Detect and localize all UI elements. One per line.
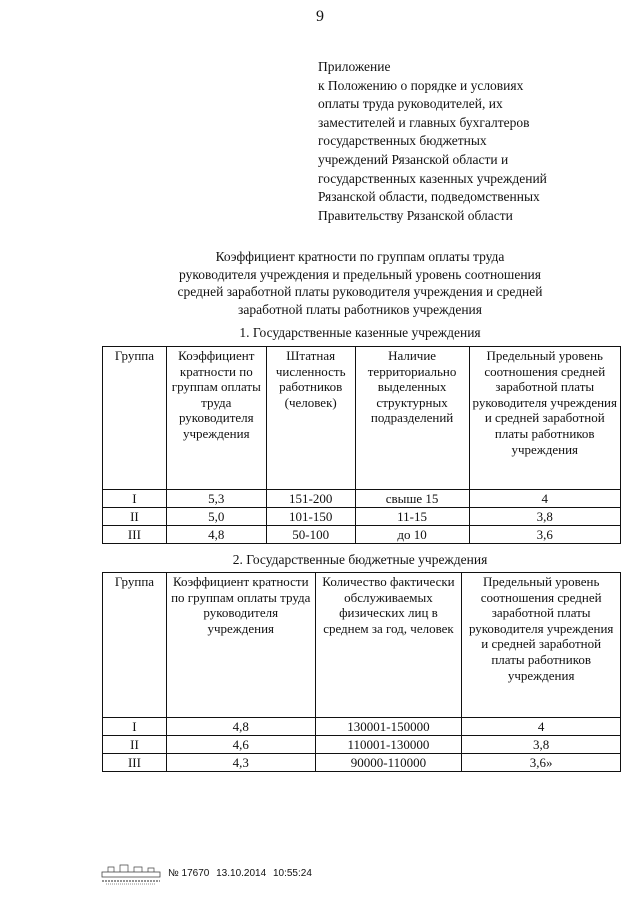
table-row bbox=[103, 508, 621, 526]
header-group: Группа bbox=[103, 347, 167, 490]
cell-group: I bbox=[103, 718, 167, 736]
appendix-line: Рязанской области, подведомственных bbox=[318, 189, 540, 205]
registration-footer bbox=[100, 860, 316, 886]
cell-group: III bbox=[103, 526, 167, 544]
cell-salary-ratio: 4 bbox=[462, 718, 621, 736]
header-subdivisions: Наличие территориально выделенных структурных подразделений bbox=[355, 347, 469, 490]
registration-number: № 17670 bbox=[168, 867, 210, 879]
cell-coefficient: 5,0 bbox=[166, 508, 266, 526]
cell-salary-ratio: 4 bbox=[469, 490, 621, 508]
appendix-line: государственных бюджетных bbox=[318, 133, 487, 149]
title-line: средней заработной платы руководителя учреждения и средней bbox=[177, 284, 543, 300]
cell-coefficient: 4,6 bbox=[166, 736, 315, 754]
cell-persons-served: 110001-130000 bbox=[315, 736, 462, 754]
appendix-line: государственных казенных учреждений bbox=[318, 170, 547, 186]
cell-coefficient: 5,3 bbox=[166, 490, 266, 508]
appendix-header bbox=[318, 58, 618, 225]
appendix-line: Приложение bbox=[318, 59, 391, 74]
cell-staff-count: 101-150 bbox=[266, 508, 355, 526]
table-row bbox=[103, 490, 621, 508]
cell-coefficient: 4,8 bbox=[166, 526, 266, 544]
header-coefficient: Коэффициент кратности по группам оплаты труда руководителя учреждения bbox=[166, 573, 315, 718]
title-line: руководителя учреждения и предельный уровень соотношения bbox=[179, 266, 541, 282]
header-coefficient: Коэффициент кратности по группам оплаты труда руководителя учреждения bbox=[166, 347, 266, 490]
cell-subdivisions: до 10 bbox=[355, 526, 469, 544]
section1-heading: 1. Государственные казенные учреждения bbox=[239, 325, 481, 340]
document-title bbox=[0, 248, 640, 318]
cell-persons-served: 90000-110000 bbox=[315, 754, 462, 772]
appendix-line: учреждений Рязанской области и bbox=[318, 151, 509, 167]
registration-date: 13.10.2014 bbox=[216, 867, 267, 879]
section2-heading: 2. Государственные бюджетные учреждения bbox=[232, 552, 488, 567]
appendix-line: заместителей и главных бухгалтеров bbox=[318, 114, 530, 130]
cell-group: I bbox=[103, 490, 167, 508]
table-header-row bbox=[103, 347, 621, 490]
cell-salary-ratio: 3,6» bbox=[462, 754, 621, 772]
registration-time: 10:55:24 bbox=[272, 867, 312, 879]
cell-subdivisions: 11-15 bbox=[355, 508, 469, 526]
header-persons-served: Количество фактически обслуживаемых физических лиц в среднем за год, человек bbox=[315, 573, 462, 718]
title-line: заработной платы работников учреждения bbox=[238, 301, 482, 317]
cell-staff-count: 151-200 bbox=[266, 490, 355, 508]
cell-group: II bbox=[103, 736, 167, 754]
cell-salary-ratio: 3,8 bbox=[469, 508, 621, 526]
table-row bbox=[103, 718, 621, 736]
registration-info bbox=[168, 868, 316, 879]
header-group: Группа bbox=[103, 573, 167, 718]
kazennye-table bbox=[102, 346, 621, 544]
cell-coefficient: 4,3 bbox=[166, 754, 315, 772]
appendix-line: Правительству Рязанской области bbox=[318, 207, 513, 223]
appendix-line: оплаты труда руководителей, их bbox=[318, 96, 503, 112]
table-header-row bbox=[103, 573, 621, 718]
header-salary-ratio: Предельный уровень соотношения средней заработной платы руководителя учреждения и средней заработной платы работников учреждения bbox=[462, 573, 621, 718]
table-row bbox=[103, 736, 621, 754]
cell-salary-ratio: 3,6 bbox=[469, 526, 621, 544]
registry-stamp-icon bbox=[100, 860, 162, 886]
byudzhetnye-table bbox=[102, 572, 621, 772]
header-staff-count: Штатная численность работников (человек) bbox=[266, 347, 355, 490]
cell-persons-served: 130001-150000 bbox=[315, 718, 462, 736]
cell-coefficient: 4,8 bbox=[166, 718, 315, 736]
header-salary-ratio: Предельный уровень соотношения средней заработной платы руководителя учреждения и средней заработной платы работников учреждения bbox=[469, 347, 621, 490]
cell-salary-ratio: 3,8 bbox=[462, 736, 621, 754]
cell-group: III bbox=[103, 754, 167, 772]
cell-staff-count: 50-100 bbox=[266, 526, 355, 544]
page-number: 9 bbox=[316, 8, 324, 25]
appendix-line: к Положению о порядке и условиях bbox=[318, 77, 524, 93]
cell-subdivisions: свыше 15 bbox=[355, 490, 469, 508]
cell-group: II bbox=[103, 508, 167, 526]
table-row bbox=[103, 526, 621, 544]
table-row bbox=[103, 754, 621, 772]
title-line: Коэффициент кратности по группам оплаты труда bbox=[215, 249, 505, 264]
